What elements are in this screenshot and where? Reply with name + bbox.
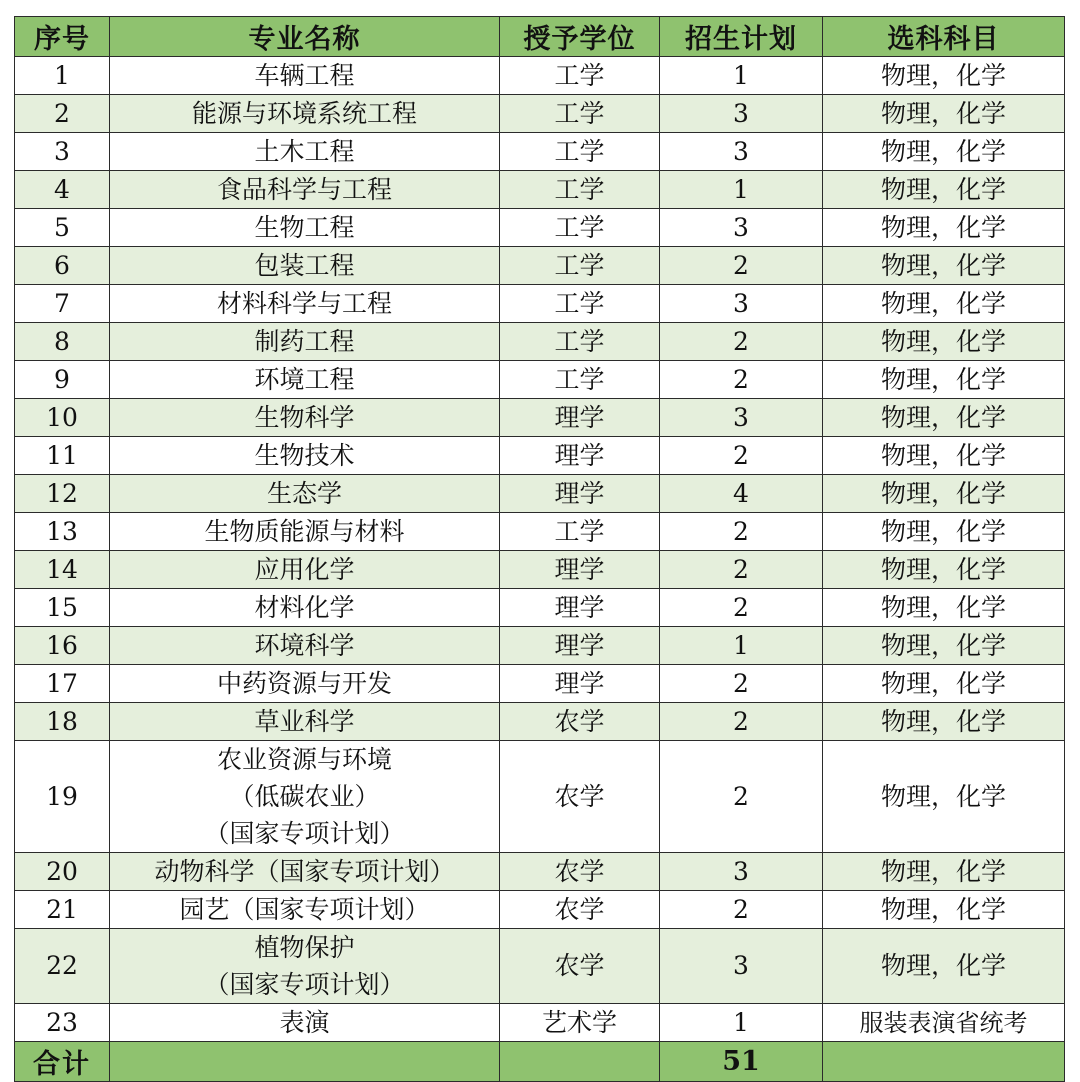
table-row [15, 399, 1065, 437]
table-row [15, 209, 1065, 247]
major-name-line: 中药资源与开发 [216, 669, 392, 698]
enrollment-plan: 3 [660, 853, 823, 891]
enrollment-plan: 2 [660, 665, 823, 703]
major-name-line: 生态学 [266, 479, 342, 508]
table-row [15, 57, 1065, 95]
major-name [110, 285, 500, 323]
required-subjects: 物理，化学 [823, 589, 1065, 627]
total-empty-name [110, 1042, 500, 1082]
table-row [15, 703, 1065, 741]
major-name-line: 材料化学 [254, 593, 355, 622]
required-subjects: 物理，化学 [823, 95, 1065, 133]
required-subjects: 物理，化学 [823, 247, 1065, 285]
degree: 理学 [500, 665, 660, 703]
degree: 工学 [500, 57, 660, 95]
required-subjects: 物理，化学 [823, 853, 1065, 891]
degree: 工学 [500, 513, 660, 551]
row-number: 13 [15, 513, 110, 551]
required-subjects: 物理，化学 [823, 57, 1065, 95]
table-row [15, 551, 1065, 589]
row-number: 3 [15, 133, 110, 171]
row-number: 6 [15, 247, 110, 285]
major-name [110, 703, 500, 741]
required-subjects: 物理，化学 [823, 665, 1065, 703]
enrollment-plan: 2 [660, 741, 823, 853]
required-subjects: 物理，化学 [823, 361, 1065, 399]
major-name-line: 制药工程 [254, 327, 355, 356]
enrollment-plan: 1 [660, 57, 823, 95]
row-number: 1 [15, 57, 110, 95]
major-name [110, 627, 500, 665]
major-name-line: 能源与环境系统工程 [191, 99, 417, 128]
row-number: 20 [15, 853, 110, 891]
major-name-line: 食品科学与工程 [216, 175, 392, 204]
header-row [15, 17, 1065, 57]
row-number: 9 [15, 361, 110, 399]
degree: 农学 [500, 891, 660, 929]
row-number: 21 [15, 891, 110, 929]
major-name-line: （低碳农业） [229, 782, 380, 811]
required-subjects: 物理，化学 [823, 209, 1065, 247]
row-number: 17 [15, 665, 110, 703]
major-name [110, 891, 500, 929]
degree: 理学 [500, 399, 660, 437]
total-empty-subjects [823, 1042, 1065, 1082]
table-row [15, 929, 1065, 1004]
table-row [15, 513, 1065, 551]
table-row [15, 247, 1065, 285]
major-name [110, 95, 500, 133]
enrollment-plan: 2 [660, 703, 823, 741]
table-row [15, 323, 1065, 361]
major-name-line: 生物科学 [254, 403, 355, 432]
degree: 工学 [500, 95, 660, 133]
major-name [110, 741, 500, 853]
major-name-line: 农业资源与环境 [216, 745, 392, 774]
degree: 理学 [500, 551, 660, 589]
header-subjects: 选科科目 [823, 17, 1065, 57]
degree: 农学 [500, 703, 660, 741]
row-number: 8 [15, 323, 110, 361]
required-subjects: 物理，化学 [823, 627, 1065, 665]
enrollment-plan: 4 [660, 475, 823, 513]
major-name-line: 材料科学与工程 [216, 289, 392, 318]
table-row [15, 665, 1065, 703]
enrollment-plan: 1 [660, 171, 823, 209]
row-number: 2 [15, 95, 110, 133]
enrollment-plan: 2 [660, 589, 823, 627]
enrollment-plan: 1 [660, 627, 823, 665]
major-name-line: 应用化学 [254, 555, 355, 584]
major-name-line: 土木工程 [254, 137, 355, 166]
major-name-line: 草业科学 [254, 707, 355, 736]
row-number: 10 [15, 399, 110, 437]
required-subjects: 物理，化学 [823, 513, 1065, 551]
enrollment-plan: 1 [660, 1004, 823, 1042]
table-row [15, 589, 1065, 627]
table-row [15, 171, 1065, 209]
major-name [110, 853, 500, 891]
required-subjects: 物理，化学 [823, 475, 1065, 513]
row-number: 19 [15, 741, 110, 853]
major-name-line: 生物工程 [254, 213, 355, 242]
degree: 工学 [500, 171, 660, 209]
required-subjects: 物理，化学 [823, 891, 1065, 929]
required-subjects: 物理，化学 [823, 929, 1065, 1004]
enrollment-plan: 2 [660, 551, 823, 589]
degree: 理学 [500, 627, 660, 665]
major-name-line: 环境工程 [254, 365, 355, 394]
degree: 工学 [500, 133, 660, 171]
required-subjects: 物理，化学 [823, 703, 1065, 741]
major-name-line: 生物技术 [254, 441, 355, 470]
degree: 工学 [500, 209, 660, 247]
table-row [15, 475, 1065, 513]
major-name [110, 323, 500, 361]
major-name [110, 437, 500, 475]
degree: 理学 [500, 475, 660, 513]
row-number: 5 [15, 209, 110, 247]
major-name-line: 环境科学 [254, 631, 355, 660]
required-subjects: 物理，化学 [823, 437, 1065, 475]
table-row [15, 741, 1065, 853]
required-subjects: 物理，化学 [823, 399, 1065, 437]
enrollment-plan: 2 [660, 323, 823, 361]
degree: 理学 [500, 437, 660, 475]
degree: 工学 [500, 361, 660, 399]
enrollment-plan: 2 [660, 437, 823, 475]
enrollment-plan: 3 [660, 209, 823, 247]
header-degree: 授予学位 [500, 17, 660, 57]
major-name [110, 551, 500, 589]
row-number: 15 [15, 589, 110, 627]
major-name [110, 361, 500, 399]
degree: 艺术学 [500, 1004, 660, 1042]
major-name [110, 133, 500, 171]
enrollment-plan: 3 [660, 399, 823, 437]
table-header [15, 17, 1065, 57]
row-number: 23 [15, 1004, 110, 1042]
major-name [110, 589, 500, 627]
table-row [15, 133, 1065, 171]
degree: 工学 [500, 285, 660, 323]
row-number: 7 [15, 285, 110, 323]
enrollment-plan: 3 [660, 929, 823, 1004]
major-name [110, 57, 500, 95]
major-name [110, 513, 500, 551]
row-number: 4 [15, 171, 110, 209]
enrollment-plan: 2 [660, 247, 823, 285]
major-name [110, 929, 500, 1004]
row-number: 14 [15, 551, 110, 589]
major-name-line: 生物质能源与材料 [204, 517, 405, 546]
table-row [15, 891, 1065, 929]
required-subjects: 物理，化学 [823, 133, 1065, 171]
row-number: 16 [15, 627, 110, 665]
table-row [15, 361, 1065, 399]
required-subjects: 物理，化学 [823, 285, 1065, 323]
table-footer [15, 1042, 1065, 1082]
major-name-line: 表演 [279, 1008, 330, 1037]
total-empty-degree [500, 1042, 660, 1082]
degree: 农学 [500, 929, 660, 1004]
header-plan: 招生计划 [660, 17, 823, 57]
required-subjects: 服装表演省统考 [823, 1004, 1065, 1042]
table-row [15, 853, 1065, 891]
major-name-line: 园艺（国家专项计划） [179, 895, 430, 924]
required-subjects: 物理，化学 [823, 551, 1065, 589]
degree: 工学 [500, 323, 660, 361]
enrollment-plan: 3 [660, 133, 823, 171]
major-name [110, 399, 500, 437]
enrollment-plan: 3 [660, 95, 823, 133]
enrollment-table [14, 16, 1065, 1082]
major-name-line: 车辆工程 [254, 61, 355, 90]
degree: 农学 [500, 853, 660, 891]
row-number: 22 [15, 929, 110, 1004]
table-row [15, 285, 1065, 323]
total-row [15, 1042, 1065, 1082]
row-number: 11 [15, 437, 110, 475]
required-subjects: 物理，化学 [823, 171, 1065, 209]
major-name [110, 1004, 500, 1042]
enrollment-plan: 2 [660, 361, 823, 399]
table-row [15, 1004, 1065, 1042]
major-name [110, 209, 500, 247]
table-row [15, 95, 1065, 133]
required-subjects: 物理，化学 [823, 741, 1065, 853]
header-major-name: 专业名称 [110, 17, 500, 57]
total-value: 51 [660, 1042, 823, 1082]
degree: 工学 [500, 247, 660, 285]
major-name [110, 247, 500, 285]
major-name-line: 植物保护 [254, 933, 355, 962]
degree: 农学 [500, 741, 660, 853]
required-subjects: 物理，化学 [823, 323, 1065, 361]
degree: 理学 [500, 589, 660, 627]
table-body [15, 57, 1065, 1042]
major-name-line: 包装工程 [254, 251, 355, 280]
table-row [15, 627, 1065, 665]
major-name [110, 171, 500, 209]
major-name [110, 665, 500, 703]
enrollment-plan: 2 [660, 513, 823, 551]
table-row [15, 437, 1065, 475]
enrollment-plan: 3 [660, 285, 823, 323]
enrollment-plan: 2 [660, 891, 823, 929]
row-number: 18 [15, 703, 110, 741]
major-name-line: （国家专项计划） [204, 970, 405, 999]
total-label: 合计 [15, 1042, 110, 1082]
major-name-line: （国家专项计划） [204, 819, 405, 848]
major-name-line: 动物科学（国家专项计划） [154, 857, 455, 886]
major-name [110, 475, 500, 513]
row-number: 12 [15, 475, 110, 513]
header-no: 序号 [15, 17, 110, 57]
